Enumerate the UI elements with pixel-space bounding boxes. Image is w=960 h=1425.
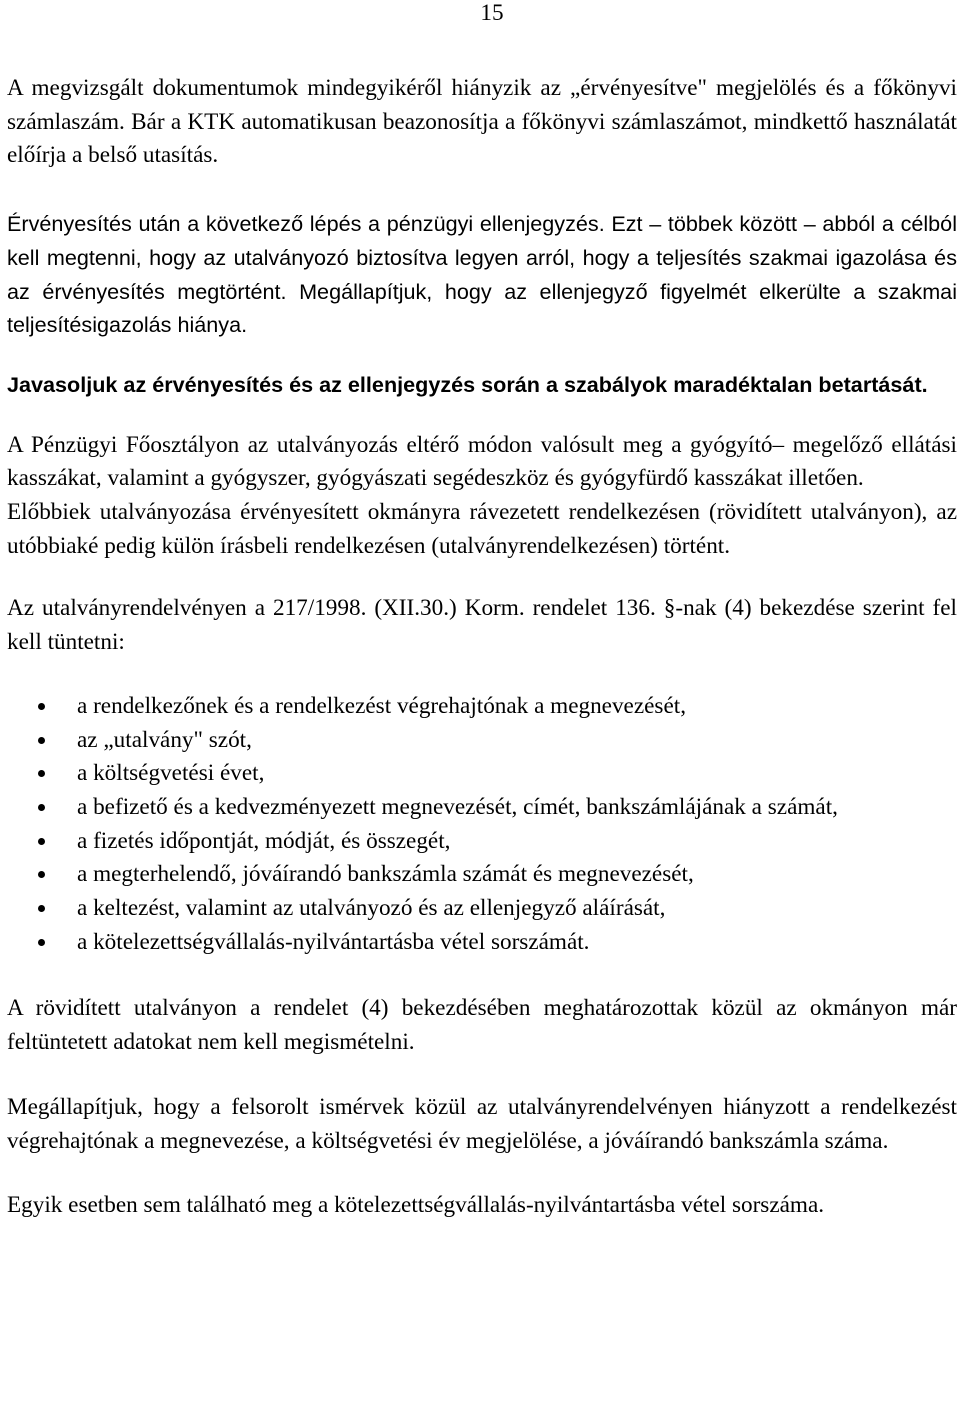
paragraph-missing-marking: A megvizsgált dokumentumok mindegyikéről hiányzik az „érvényesítve" megjelölés és a főkönyvi számlaszám. Bár a KTK automatikusan beazonosítja a főkönyvi számlaszámot, mindkettő használatát előírja a belső utasítás. xyxy=(7,75,957,169)
required-items-list xyxy=(7,690,957,960)
paragraph-no-serial-number: Egyik esetben sem található meg a kötelezettségvállalás-nyilvántartásba vétel sorszáma. xyxy=(7,1192,825,1219)
list-item-text: a rendelkezőnek és a rendelkezést végrehajtónak a megnevezését, xyxy=(77,692,686,719)
bullet-icon xyxy=(38,939,45,946)
paragraph-financial-countersign: Érvényesítés után a következő lépés a pénzügyi ellenjegyzés. Ezt – többek között – abból a célból kell megtenni, hogy az utalványozó biztosítva legyen arról, hogy a teljesítés szakmai igazolása és az érvényesítés megtörtént. Megállapítjuk, hogy az ellenjegyző figyelmét elkerülte a szakmai teljesítésigazolás hiánya. xyxy=(7,211,957,338)
list-item xyxy=(7,757,957,791)
list-item-text: a fizetés időpontját, módját, és összegét, xyxy=(77,827,451,854)
list-item xyxy=(7,825,957,859)
paragraph-shortened-voucher: A rövidített utalványon a rendelet (4) bekezdésében meghatározottak közül az okmányon már feltüntetett adatokat nem kell megismételni. xyxy=(7,995,957,1056)
list-item xyxy=(7,926,957,960)
paragraph-former-latter: Előbbiek utalványozása érvényesített okmányra rávezetett rendelkezésen (rövidített utalványon), az utóbbiaké pedig külön írásbeli rendelkezésen (utalványrendelkezésen) történt. xyxy=(7,499,957,559)
paragraph-payment-department: A Pénzügyi Főosztályon az utalványozás eltérő módon valósult meg a gyógyító– megelőző ellátási kasszákat, valamint a gyógyszer, gyógyászati segédeszköz és gyógyfürdő kasszákat illetően. xyxy=(7,431,957,492)
bullet-icon xyxy=(38,703,45,710)
list-item-text: a befizető és a kedvezményezett megnevezését, címét, bankszámlájának a számát, xyxy=(77,793,838,820)
list-item xyxy=(7,724,957,758)
list-item xyxy=(7,690,957,724)
document-page xyxy=(7,0,957,1223)
bullet-icon xyxy=(38,905,45,912)
bullet-icon xyxy=(38,770,45,777)
list-item-text: az „utalvány" szót, xyxy=(77,726,252,753)
bullet-icon xyxy=(38,871,45,878)
list-item xyxy=(7,791,957,825)
paragraph-recommendation: Javasoljuk az érvényesítés és az ellenjegyzés során a szabályok maradéktalan betartását. xyxy=(7,371,928,397)
paragraph-regulation-intro: Az utalványrendelvényen a 217/1998. (XII.30.) Korm. rendelet 136. §-nak (4) bekezdése szerint fel kell tüntetni: xyxy=(7,595,957,656)
bullet-icon xyxy=(38,838,45,845)
list-item-text: a kötelezettségvállalás-nyilvántartásba vétel sorszámát. xyxy=(77,928,590,955)
list-item xyxy=(7,858,957,892)
paragraph-missing-criteria: Megállapítjuk, hogy a felsorolt ismérvek közül az utalványrendelvényen hiányzott a rendelkezést végrehajtónak a megnevezése, a költségvetési év megjelölése, a jóváírandó bankszámla száma. xyxy=(7,1093,957,1154)
list-item-text: a keltezést, valamint az utalványozó és az ellenjegyző aláírását, xyxy=(77,895,666,922)
bullet-icon xyxy=(38,737,45,744)
list-item-text: a megterhelendő, jóváírandó bankszámla számát és megnevezését, xyxy=(77,861,694,888)
list-item-text: a költségvetési évet, xyxy=(77,760,265,787)
list-item xyxy=(7,892,957,926)
bullet-icon xyxy=(38,804,45,811)
page-number: 15 xyxy=(480,0,504,26)
